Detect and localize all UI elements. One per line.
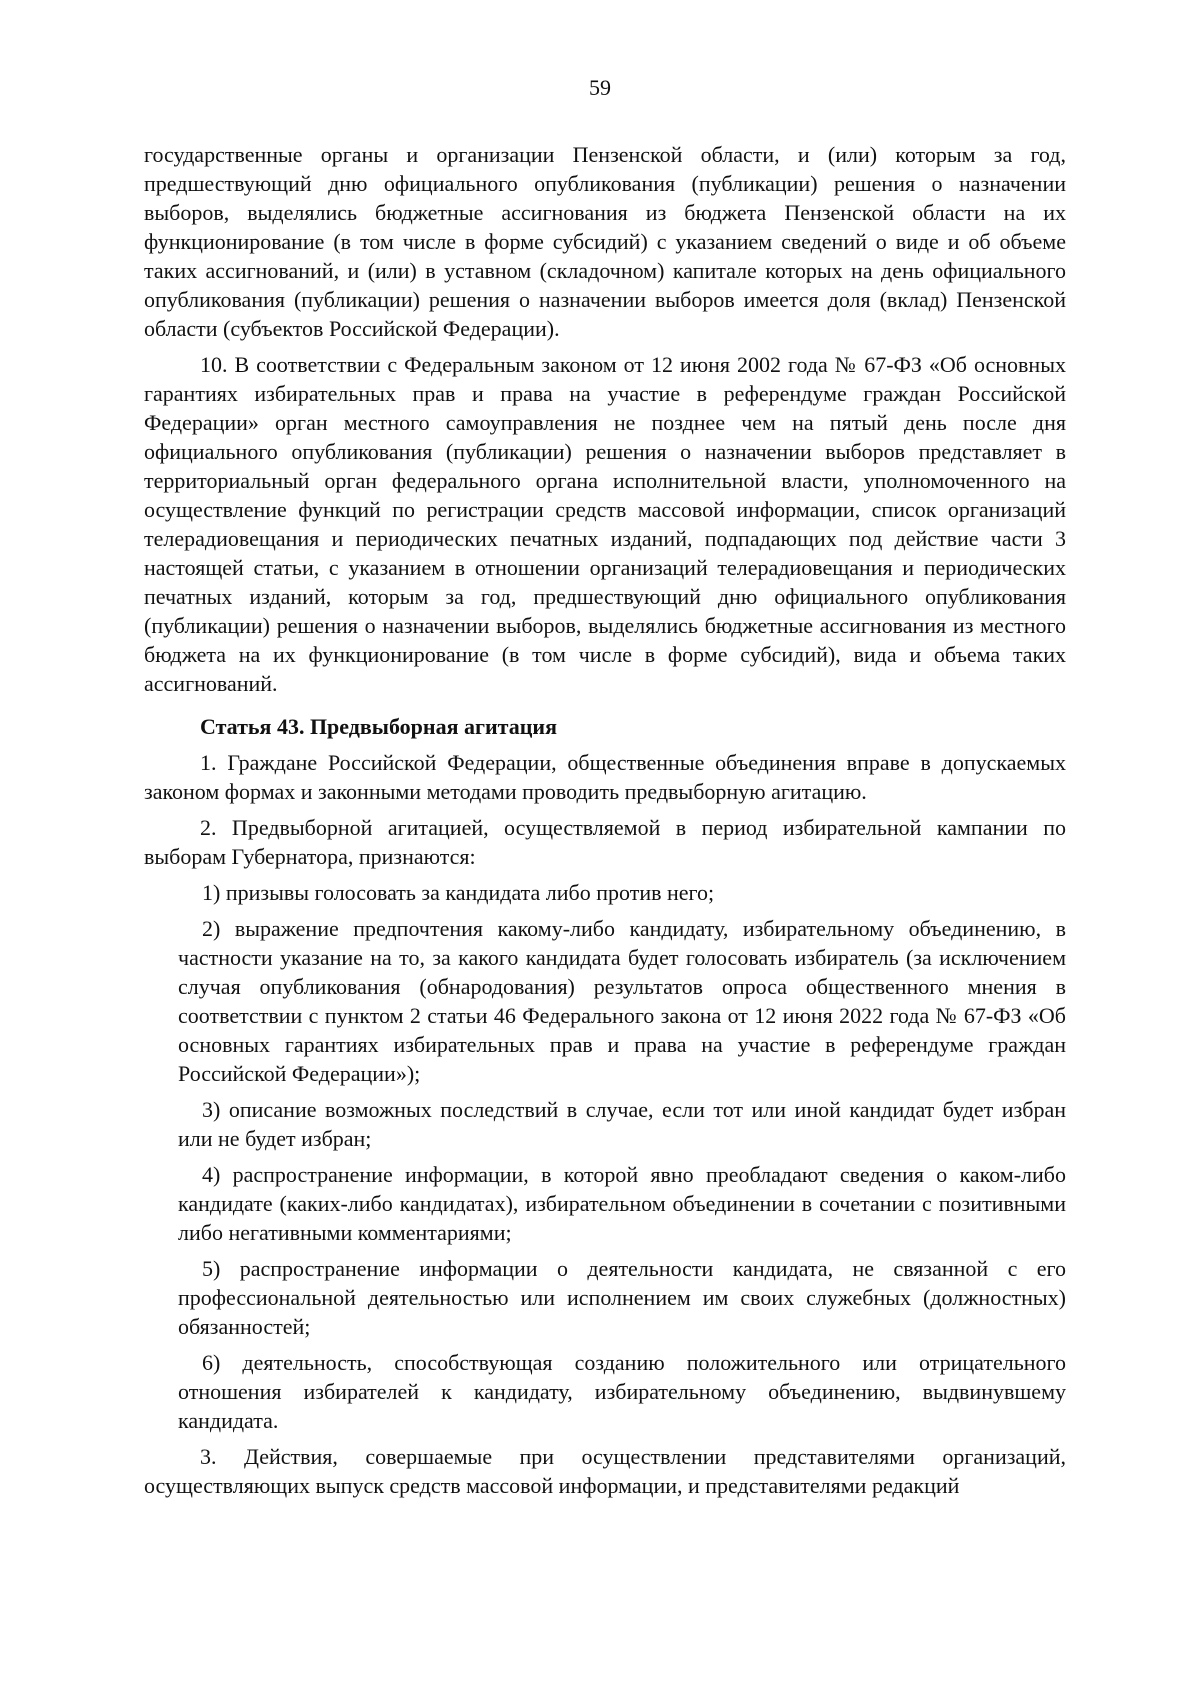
paragraph-2: 2. Предвыборной агитацией, осуществляемой в период избирательной кампании по выборам Губернатора, признаются: <box>144 815 1066 869</box>
paragraph-1: 1. Граждане Российской Федерации, общественные объединения вправе в допускаемых законом формах и законными методами проводить предвыборную агитацию. <box>144 750 1066 804</box>
document-body <box>144 140 1066 1507</box>
article-heading: Статья 43. Предвыборная агитация <box>200 714 557 739</box>
list-item-1: 1) призывы голосовать за кандидата либо против него; <box>202 880 715 905</box>
paragraph-10: 10. В соответствии с Федеральным законом от 12 июня 2002 года № 67-ФЗ «Об основных гарантиях избирательных прав и права на участие в референдуме граждан Российской Федерации» орган местного самоуправления не позднее чем на пятый день после дня официального опубликования (публикации) решения о назначении выборов представляет в территориальный орган федерального органа исполнительной власти, уполномоченного на осуществление функций по регистрации средств массовой информации, список организаций телерадиовещания и периодических печатных изданий, подпадающих под действие части 3 настоящей статьи, с указанием в отношении организаций телерадиовещания и периодических печатных изданий, которым за год, предшествующий дню официального опубликования (публикации) решения о назначении выборов, выделялись бюджетные ассигнования из местного бюджета на их функционирование (в том числе в форме субсидий), вида и объема таких ассигнований. <box>144 352 1066 696</box>
list-item-3: 3) описание возможных последствий в случае, если тот или иной кандидат будет избран или не будет избран; <box>178 1097 1066 1151</box>
paragraph-3: 3. Действия, совершаемые при осуществлении представителями организаций, осуществляющих выпуск средств массовой информации, и представителями редакций <box>144 1444 1066 1498</box>
list-item-2: 2) выражение предпочтения какому-либо кандидату, избирательному объединению, в частности указание на то, за какого кандидата будет голосовать избиратель (за исключением случая опубликования (обнародования) результатов опроса общественного мнения в соответствии с пунктом 2 статьи 46 Федерального закона от 12 июня 2022 года № 67-ФЗ «Об основных гарантиях избирательных прав и права на участие в референдуме граждан Российской Федерации»); <box>178 916 1066 1086</box>
list-item-6: 6) деятельность, способствующая созданию положительного или отрицательного отношения избирателей к кандидату, избирательному объединению, выдвинувшему кандидата. <box>178 1350 1066 1433</box>
paragraph-continuation: государственные органы и организации Пензенской области, и (или) которым за год, предшествующий дню официального опубликования (публикации) решения о назначении выборов, выделялись бюджетные ассигнования из бюджета Пензенской области на их функционирование (в том числе в форме субсидий) с указанием сведений о виде и об объеме таких ассигнований, и (или) в уставном (складочном) капитале которых на день официального опубликования (публикации) решения о назначении выборов имеется доля (вклад) Пензенской области (субъектов Российской Федерации). <box>144 142 1066 341</box>
list-item-4: 4) распространение информации, в которой явно преобладают сведения о каком-либо кандидате (каких-либо кандидатах), избирательном объединении в сочетании с позитивными либо негативными комментариями; <box>178 1162 1066 1245</box>
page-number: 59 <box>589 75 611 100</box>
list-item-5: 5) распространение информации о деятельности кандидата, не связанной с его профессиональной деятельностью или исполнением им своих служебных (должностных) обязанностей; <box>178 1256 1066 1339</box>
